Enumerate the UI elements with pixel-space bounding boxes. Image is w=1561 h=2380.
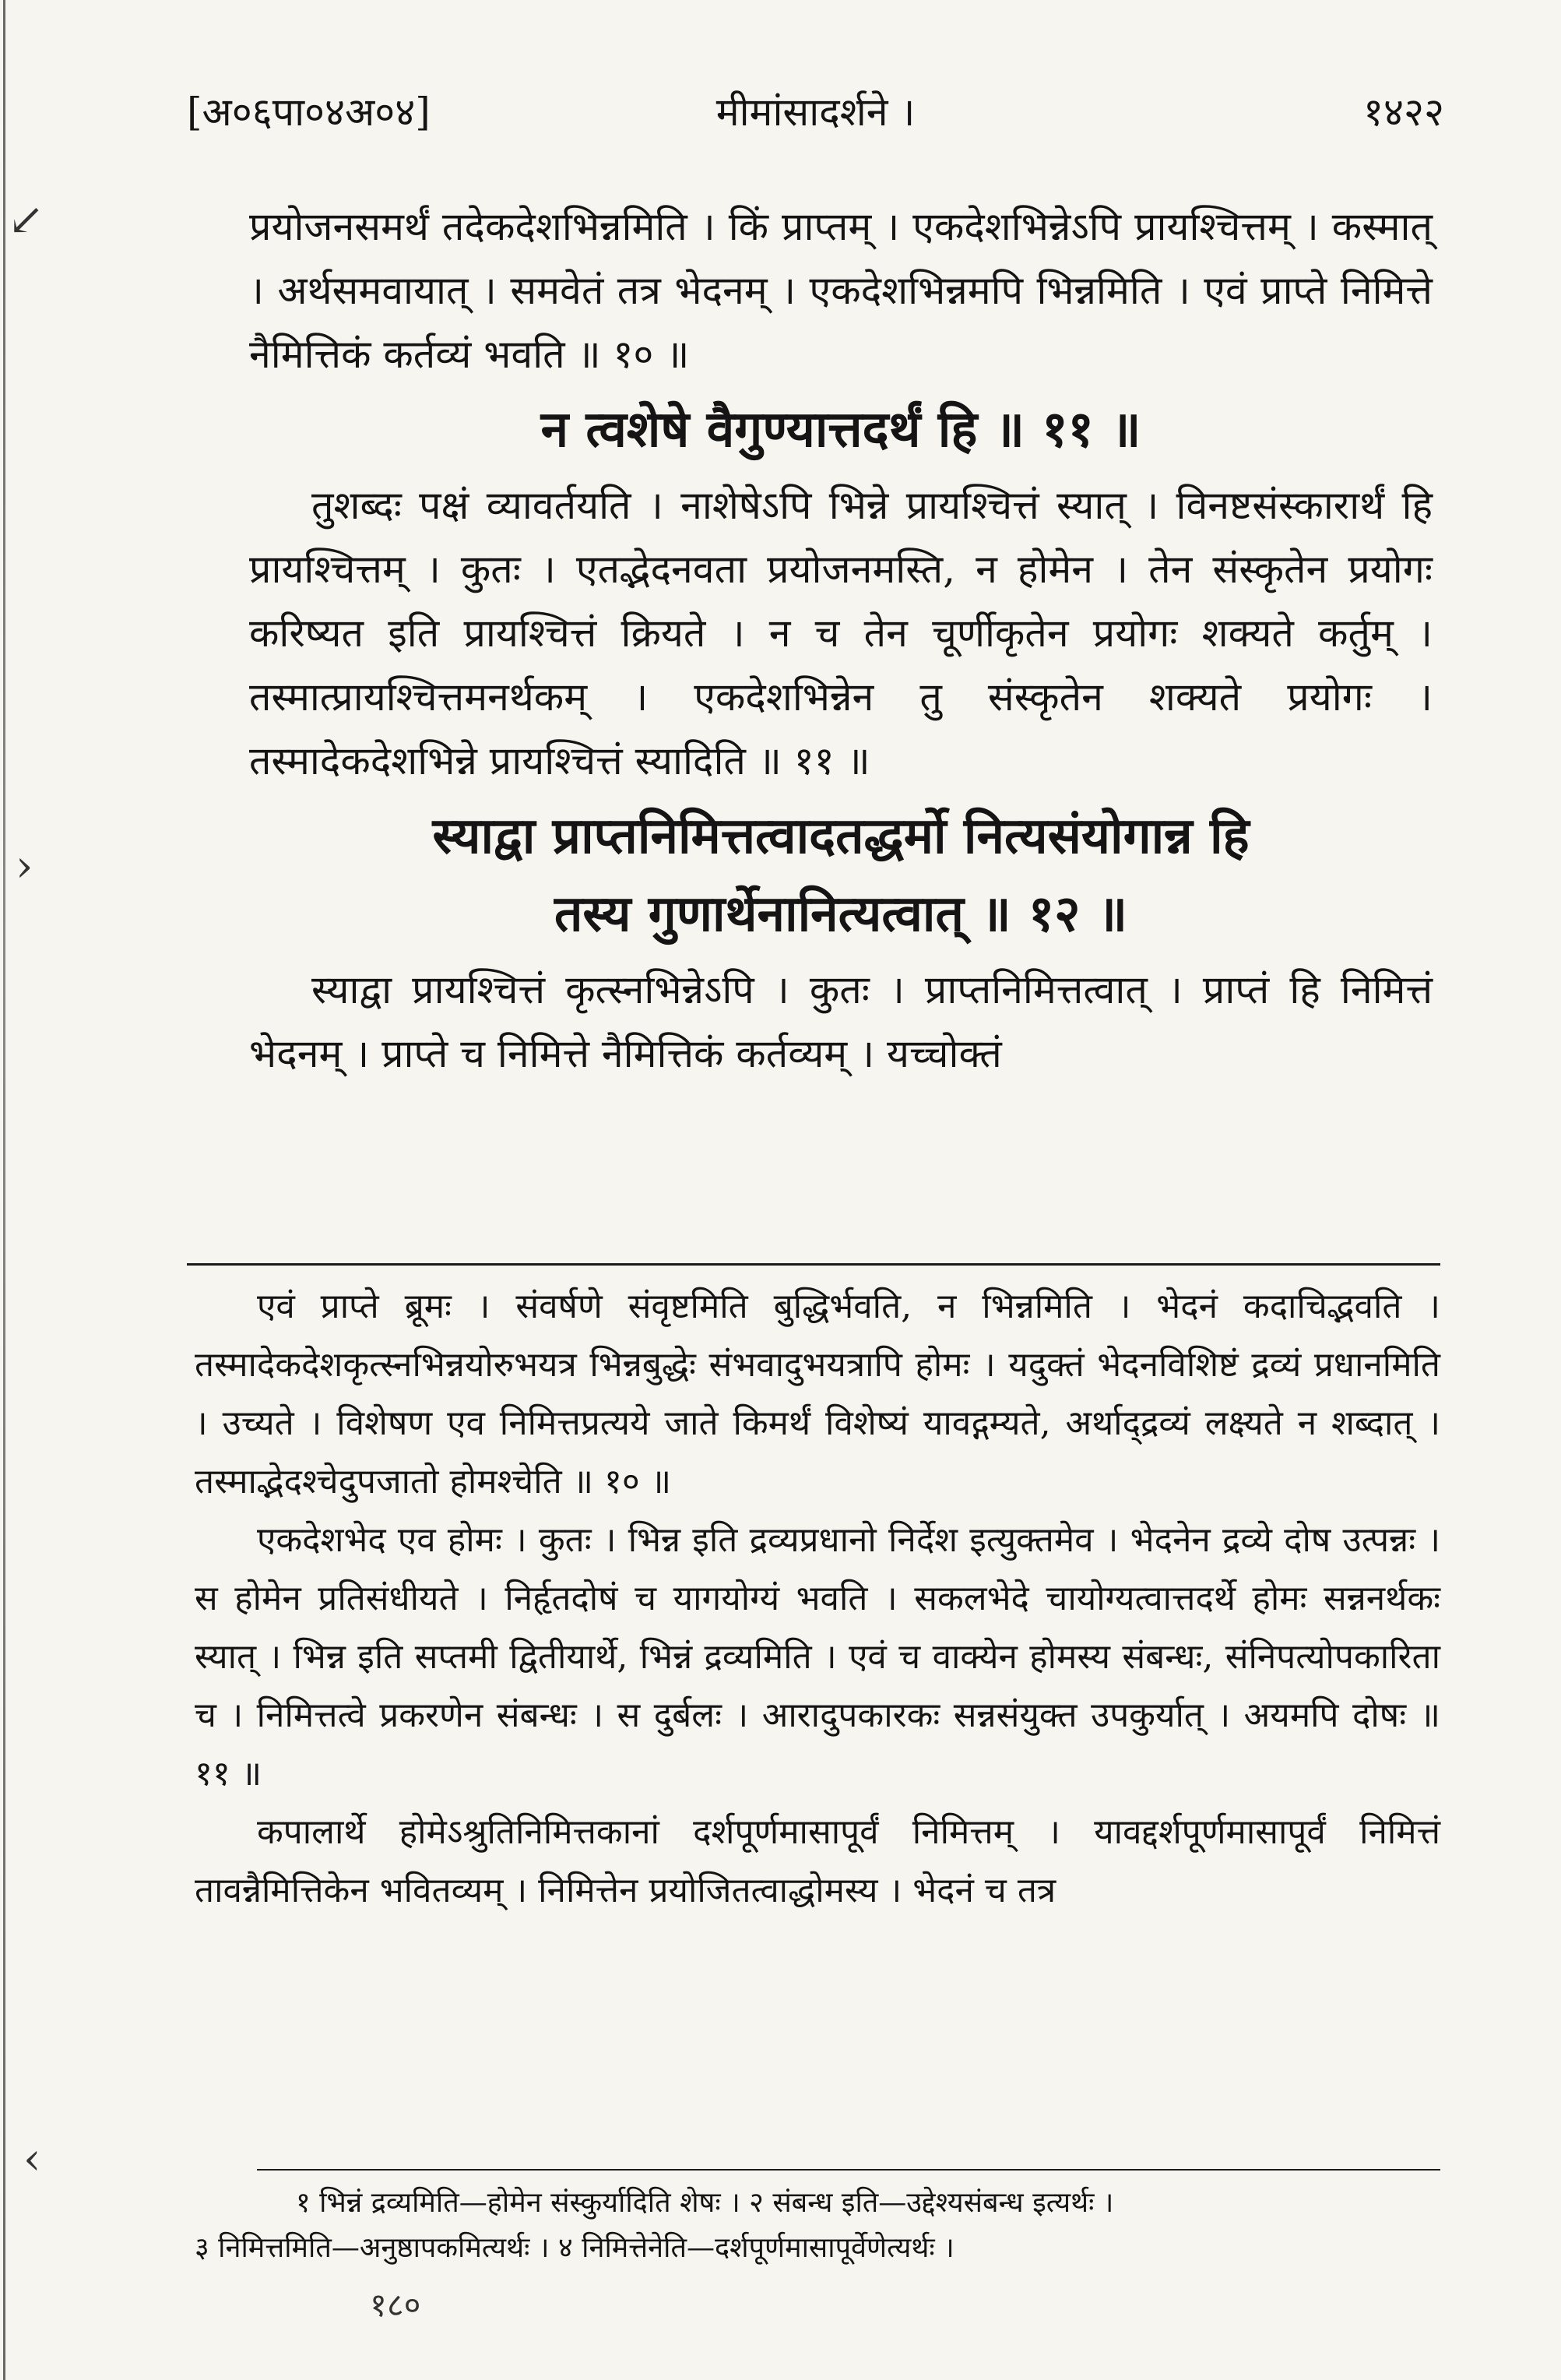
sutra-heading: स्याद्वा प्राप्तनिमित्तत्वादतद्धर्मो नित्यसंयोगान्न हि [432,807,1250,865]
commentary-paragraph: एवं प्राप्ते ब्रूमः । संवर्षणे संवृष्टमिति बुद्धिर्भवति, न भिन्नमिति । भेदनं कदाचिद्भवति । तस्मादेकदेशकृत्स्नभिन्नयोरुभयत्र भिन्नबुद्धेः संभवादुभयत्रापि होमः । यदुक्तं भेदनविशिष्टं द्रव्यं प्रधानमिति । उच्यते । विशेषण एव निमित्तप्रत्यये जाते किमर्थं विशेष्यं यावद्गम्यते, अर्थाद्द्रव्यं लक्ष्यते न शब्दात् । तस्माद्भेदश्चेदुपजातो होमश्चेति ॥ १० ॥ [195,1287,1440,1502]
commentary-paragraph: कपालार्थे होमेऽश्रुतिनिमित्तकानां दर्शपूर्णमासापूर्वं निमित्तम् । यावद्दर्शपूर्णमासापूर्वं निमित्तं तावन्नैमित्तिकेन भवितव्यम् । निमित्तेन प्रयोजितत्वाद्धोमस्य । भेदनं च तत्र [195,1812,1440,1910]
bhashya-paragraph: प्रयोजनसमर्थं तदेकदेशभिन्नमिति । किं प्राप्तम् । एकदेशभिन्नेऽपि प्रायश्चित्तम् । कस्मात् । अर्थसमवायात् । समवेतं तत्र भेदनम् । एकदेशभिन्नमपि भिन्नमिति । एवं प्राप्ते निमित्ते नैमित्तिकं कर्तव्यं भवति ॥ १० ॥ [249,204,1433,377]
footnotes [195,2181,1440,2271]
bhashya-paragraph: स्याद्वा प्रायश्चित्तं कृत्स्नभिन्नेऽपि । कुतः । प्राप्तनिमित्तत्वात् । प्राप्तं हि निमित्तं भेदनम् । प्राप्ते च निमित्ते नैमित्तिकं कर्तव्यम् । यच्चोक्तं [249,967,1433,1076]
footnote-line: ३ निमित्तमिति—अनुष्ठापकमित्यर्थः । ४ निमित्तेनेति—दर्शपूर्णमासापूर्वेणेत्यर्थः । [195,2232,955,2264]
margin-mark: ‹ [23,2134,41,2185]
sutra-heading-continued: तस्य गुणार्थेनानित्यत्वात् ॥ १२ ॥ [554,885,1128,943]
page-edge [3,0,5,2380]
margin-mark: › [16,841,33,892]
sutra-heading: न त्वशेषे वैगुण्यात्तदर्थं हि ॥ ११ ॥ [540,400,1141,459]
commentary-text [195,1277,1440,1920]
bhashya-paragraph: तुशब्दः पक्षं व्यावर्तयति । नाशेषेऽपि भिन्ने प्रायश्चित्तं स्यात् । विनष्टसंस्कारार्थं हि प्रायश्चित्तम् । कुतः । एतद्भेदनवता प्रयोजनमस्ति, न होमेन । तेन संस्कृतेन प्रयोगः करिष्यत इति प्रायश्चित्तं क्रियते । न च तेन चूर्णीकृतेन प्रयोगः शक्यते कर्तुम् । तस्मात्प्रायश्चित्तमनर्थकम् । एकदेशभिन्नेन तु संस्कृतेन शक्यते प्रयोगः । तस्मादेकदेशभिन्ने प्रायश्चित्तं स्यादिति ॥ ११ ॥ [249,483,1433,783]
book-title: मीमांसादर्शने । [715,90,916,135]
margin-mark: ↙ [8,195,44,245]
footnote-divider [257,2169,1440,2171]
main-text [249,195,1433,1086]
page-number: १४२२ [1363,90,1444,135]
footnote-line: १ भिन्नं द्रव्यमिति—होमेन संस्कुर्यादिति शेषः । २ संबन्ध इति—उद्देश्यसंबन्ध इत्यर्थः । [296,2187,1114,2219]
signature-marker: १८० [370,2286,421,2324]
section-reference: [अ०६पा०४अ०४] [187,90,431,135]
running-header [187,84,1444,154]
commentary-divider [187,1263,1440,1266]
commentary-paragraph: एकदेशभेद एव होमः । कुतः । भिन्न इति द्रव्यप्रधानो निर्देश इत्युक्तमेव । भेदनेन द्रव्ये दोष उत्पन्नः । स होमेन प्रतिसंधीयते । निर्हृतदोषं च यागयोग्यं भवति । सकलभेदे चायोग्यत्वात्तदर्थे होमः सन्ननर्थकः स्यात् । भिन्न इति सप्तमी द्वितीयार्थे, भिन्नं द्रव्यमिति । एवं च वाक्येन होमस्य संबन्धः, संनिपत्योपकारिता च । निमित्तत्वे प्रकरणेन संबन्धः । स दुर्बलः । आरादुपकारकः सन्नसंयुक्त उपकुर्यात् । अयमपि दोषः ॥ ११ ॥ [195,1520,1440,1794]
